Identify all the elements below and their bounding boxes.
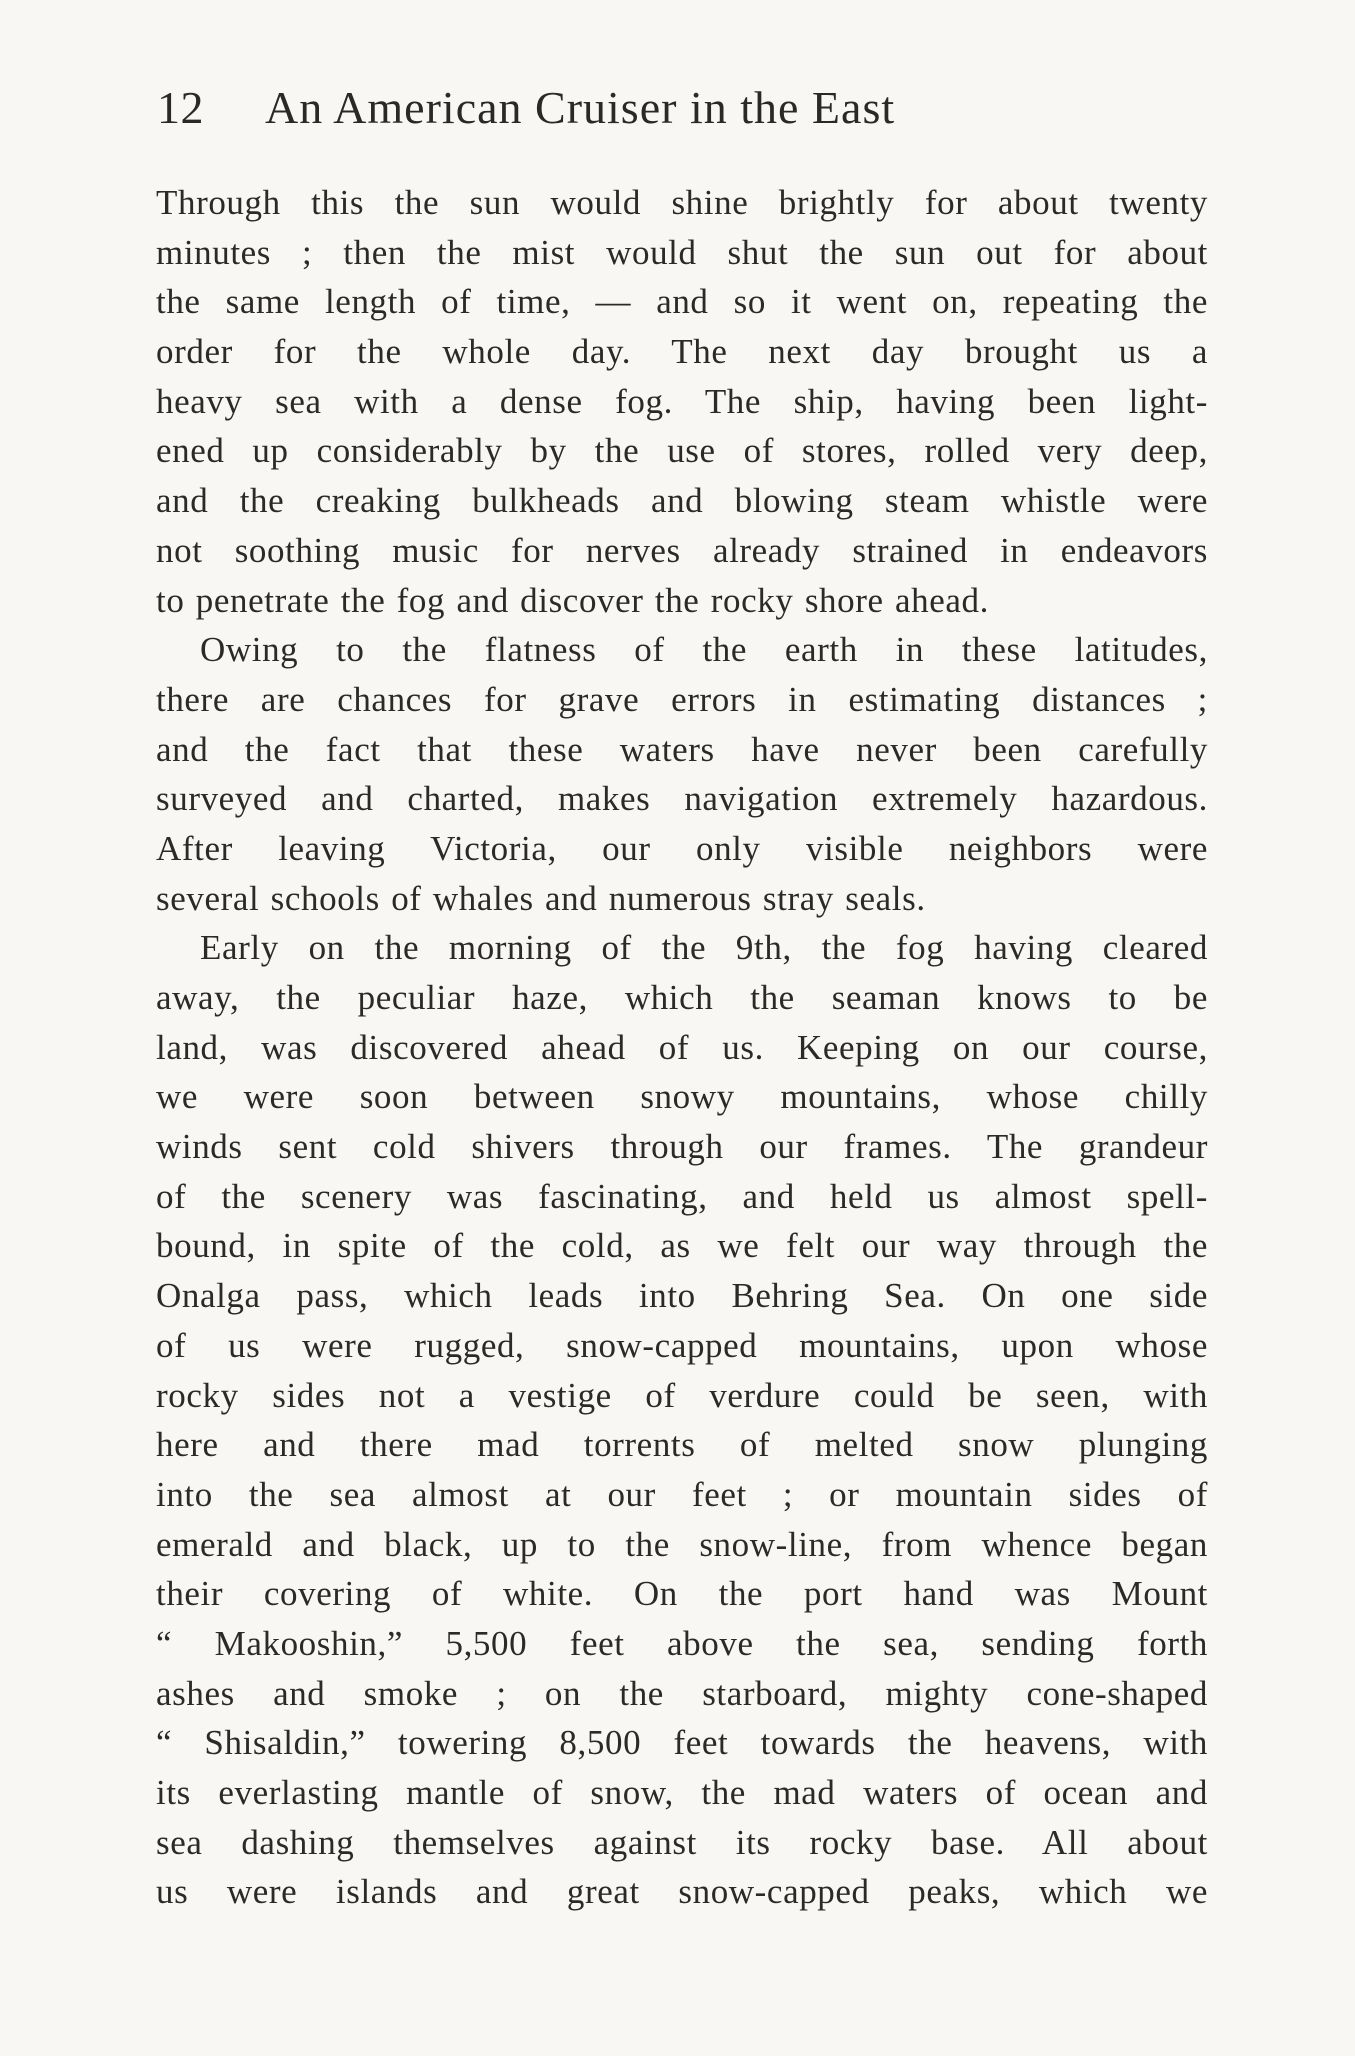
text-line: rocky sides not a vestige of verdure could be seen, with [156, 1375, 1208, 1415]
text-line: emerald and black, up to the snow-line, from whence began [156, 1524, 1208, 1564]
text-line: “ Shisaldin,” towering 8,500 feet towards the heavens, with [156, 1723, 1208, 1763]
text-line: us were islands and great snow-capped peaks, which we [156, 1872, 1208, 1912]
text-line: and the fact that these waters have never been carefully [156, 729, 1208, 769]
text-line: “ Makooshin,” 5,500 feet above the sea, sending forth [156, 1623, 1208, 1663]
book-title: An American Cruiser in the East [265, 82, 896, 133]
text-line: here and there mad torrents of melted snow plunging [156, 1425, 1208, 1465]
text-line: several schools of whales and numerous stray seals. [156, 878, 926, 918]
text-line: the same length of time, — and so it went on, repeating the [156, 282, 1208, 322]
text-line: minutes ; then the mist would shut the sun out for about [156, 232, 1208, 272]
text-line: we were soon between snowy mountains, whose chilly [156, 1077, 1208, 1117]
text-line: Owing to the flatness of the earth in these latitudes, [200, 630, 1208, 670]
text-line: ened up considerably by the use of stores, rolled very deep, [156, 431, 1208, 471]
running-head [157, 78, 1097, 138]
text-line: away, the peculiar haze, which the seaman knows to be [156, 978, 1208, 1017]
text-line: order for the whole day. The next day brought us a [156, 332, 1208, 372]
text-line: sea dashing themselves against its rocky base. All about [156, 1822, 1208, 1862]
text-line: Through this the sun would shine brightly for about twenty [156, 183, 1208, 222]
text-line: to penetrate the fog and discover the rocky shore ahead. [156, 580, 989, 620]
text-line: After leaving Victoria, our only visible neighbors were [156, 828, 1208, 868]
text-line: bound, in spite of the cold, as we felt our way through the [156, 1226, 1208, 1266]
text-line: into the sea almost at our feet ; or mountain sides of [156, 1474, 1208, 1514]
text-line: surveyed and charted, makes navigation extremely hazardous. [156, 779, 1208, 819]
text-line: Early on the morning of the 9th, the fog having cleared [200, 928, 1208, 968]
text-line: heavy sea with a dense fog. The ship, having been light- [156, 381, 1208, 421]
text-line: of us were rugged, snow-capped mountains, upon whose [156, 1325, 1208, 1365]
page-number: 12 [157, 82, 204, 133]
text-line: and the creaking bulkheads and blowing steam whistle were [156, 481, 1208, 521]
text-line: its everlasting mantle of snow, the mad waters of ocean and [156, 1773, 1208, 1812]
text-line: their covering of white. On the port hand was Mount [156, 1574, 1208, 1614]
body-text [156, 178, 1208, 1917]
text-line: ashes and smoke ; on the starboard, mighty cone-shaped [156, 1673, 1208, 1713]
text-line: winds sent cold shivers through our frames. The grandeur [156, 1127, 1208, 1167]
text-line: Onalga pass, which leads into Behring Sea. On one side [156, 1276, 1208, 1316]
text-line: land, was discovered ahead of us. Keeping on our course, [156, 1027, 1208, 1067]
text-line: there are chances for grave errors in estimating distances ; [156, 679, 1208, 719]
text-line: not soothing music for nerves already strained in endeavors [156, 530, 1208, 570]
text-line: of the scenery was fascinating, and held us almost spell- [156, 1176, 1208, 1216]
